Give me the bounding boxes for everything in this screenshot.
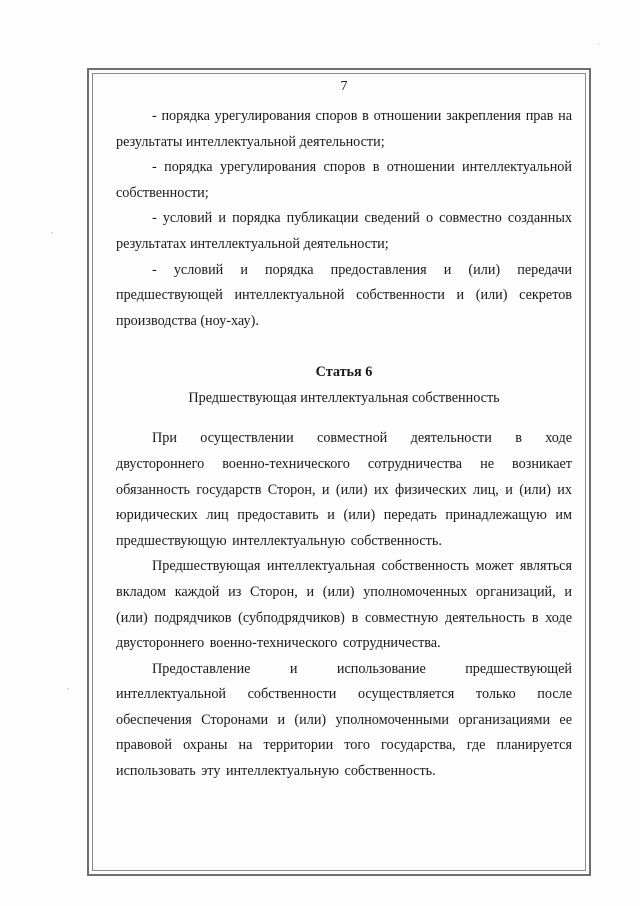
article-paragraph: Предоставление и использование предшествующей интеллектуальной собственности осуществляется только после обеспечения Сторонами и (или) уполномоченными организациями ее правовой охраны на территории того государства, где планируется использовать эту интеллектуальную собственность. xyxy=(116,660,572,780)
article-paragraph: Предшествующая интеллектуальная собственность может являться вкладом каждой из Сторон, и (или) уполномоченных организаций, и (или) подрядчиков (субподрядчиков) в совместную деятельность в ходе двустороннего военно-технического сотрудничества. xyxy=(116,558,572,652)
article-subtitle: Предшествующая интеллектуальная собственность xyxy=(188,390,500,407)
article-body xyxy=(116,426,572,784)
article-title: Статья 6 xyxy=(315,364,373,381)
list-item: - порядка урегулирования споров в отношении закрепления прав на результаты интеллектуальной деятельности; xyxy=(116,108,572,150)
page-number: 7 xyxy=(340,79,348,94)
list-section xyxy=(116,104,572,334)
article-paragraph: При осуществлении совместной деятельности в ходе двустороннего военно-технического сотрудничества не возникает обязанность государств Сторон, и (или) их физических лиц, и (или) их юридических лиц предоставить и (или) передать принадлежащую им предшествующую интеллектуальную собственность. xyxy=(116,430,572,549)
scan-speck xyxy=(598,44,599,45)
list-item: - условий и порядка предоставления и (или) передачи предшествующей интеллектуальной собственности и (или) секретов производства (ноу-хау). xyxy=(116,261,572,329)
list-item: - порядка урегулирования споров в отношении интеллектуальной собственности; xyxy=(116,159,572,201)
list-item: - условий и порядка публикации сведений о совместно созданных результатах интеллектуальной деятельности; xyxy=(116,210,572,252)
scan-speck xyxy=(52,232,53,233)
page-content xyxy=(116,78,572,785)
scan-speck xyxy=(68,688,69,689)
